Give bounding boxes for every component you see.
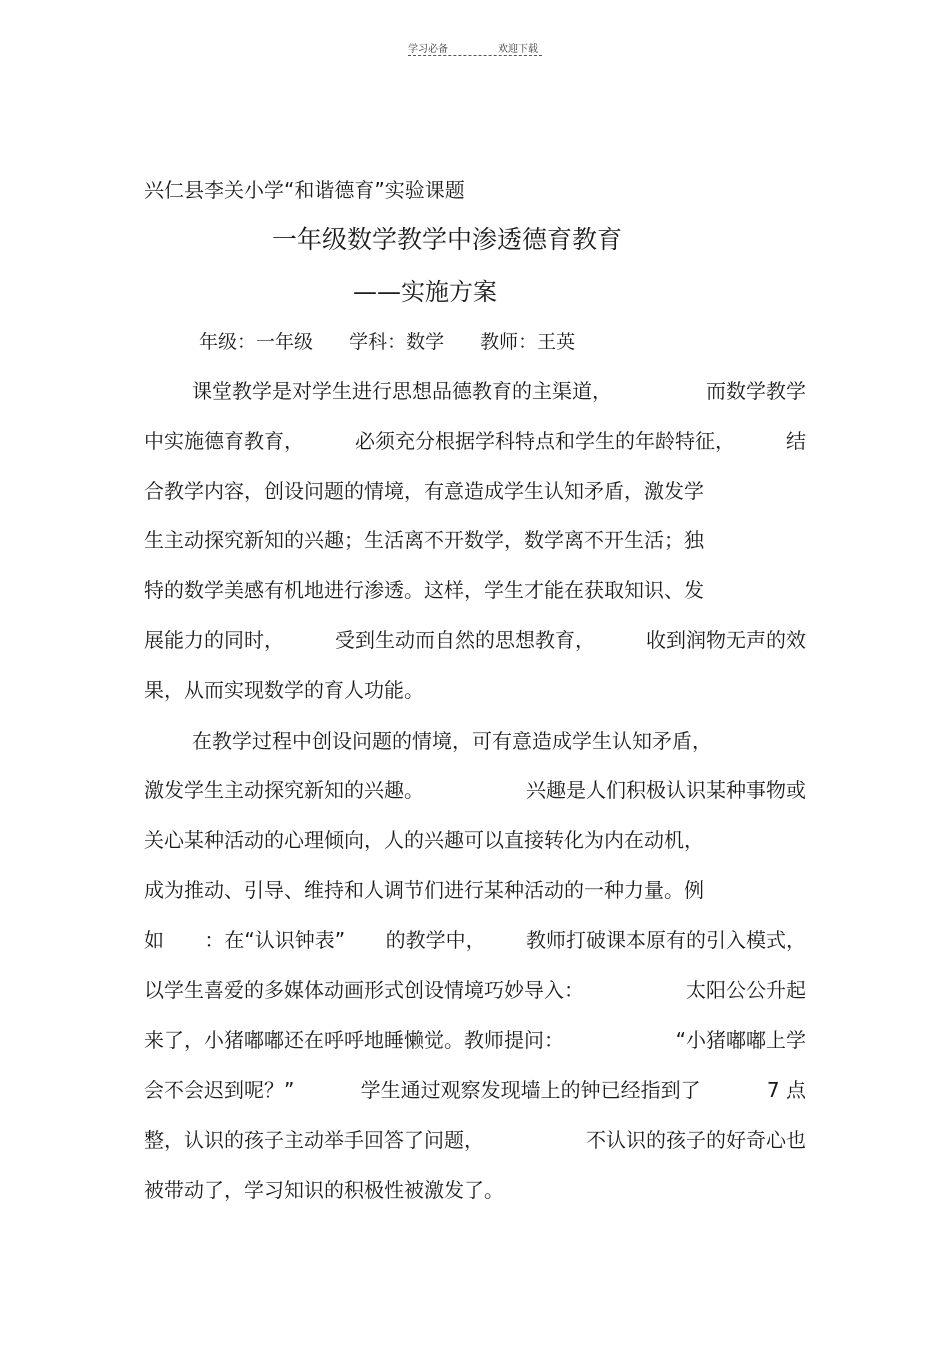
paragraph-line xyxy=(144,1126,806,1154)
paragraph-line xyxy=(192,377,806,405)
paragraph-line xyxy=(144,1026,806,1054)
text-segment: 收到润物无声的效 xyxy=(646,628,806,652)
text-segment: 受到生动而自然的思想教育， xyxy=(335,628,595,652)
text-segment: 来了，小猪嘟嘟还在呼呼地睡懒觉。教师提问： xyxy=(144,1028,564,1052)
text-segment: ：在“认识钟表” xyxy=(204,928,346,952)
text-segment: 不认识的孩子的好奇心也 xyxy=(586,1128,806,1152)
document-title: 一年级数学教学中渗透德育教育 xyxy=(272,225,623,254)
paragraph-line xyxy=(144,1176,504,1204)
paragraph-line xyxy=(144,976,806,1004)
header-right: 欢迎下载 xyxy=(498,44,538,55)
project-name: 兴仁县李关小学“和谐德育”实验课题 xyxy=(144,178,465,202)
text-segment: 被带动了，学习知识的积极性被激发了。 xyxy=(144,1178,504,1202)
paragraph-line xyxy=(144,676,424,704)
text-segment: 中实施德育教育， xyxy=(144,429,304,453)
text-segment: 的教学中， xyxy=(385,928,486,952)
meta-row xyxy=(199,328,605,356)
text-segment: “小猪嘟嘟上学 xyxy=(675,1028,806,1052)
text-segment: 生主动探究新知的兴趣；生活离不开数学，数学离不开生活；独 xyxy=(144,528,704,552)
text-segment: 7 点 xyxy=(766,1078,806,1102)
text-segment: 结 xyxy=(786,429,806,453)
paragraph-line xyxy=(144,776,806,804)
text-segment: 课堂教学是对学生进行思想品德教育的主渠道， xyxy=(192,379,612,403)
text-segment: 兴趣是人们积极认识某种事物或 xyxy=(526,778,806,802)
paragraph-line xyxy=(144,876,704,904)
text-segment: 果，从而实现数学的育人功能。 xyxy=(144,678,424,702)
paragraph-line xyxy=(144,926,806,954)
paragraph-line xyxy=(144,477,704,505)
text-segment: 展能力的同时， xyxy=(144,628,284,652)
text-segment: 而数学教学 xyxy=(706,379,806,403)
meta-subject: 学科：数学 xyxy=(349,331,445,353)
meta-grade: 年级：一年级 xyxy=(199,331,314,353)
paragraph-line xyxy=(144,427,806,455)
paragraph-line xyxy=(144,576,704,604)
paragraph-line xyxy=(144,826,704,854)
text-segment: 以学生喜爱的多媒体动画形式创设情境巧妙导入： xyxy=(144,978,584,1002)
text-segment: 特的数学美感有机地进行渗透。这样，学生才能在获取知识、发 xyxy=(144,578,704,602)
paragraph-line xyxy=(144,626,806,654)
paragraph-line xyxy=(192,727,712,755)
text-segment: 学生通过观察发现墙上的钟已经指到了 xyxy=(360,1078,701,1102)
text-segment: 如 xyxy=(144,928,164,952)
text-segment: 在教学过程中创设问题的情境，可有意造成学生认知矛盾， xyxy=(192,729,712,753)
paragraph-line xyxy=(144,1076,806,1104)
text-segment: 会不会迟到呢？” xyxy=(144,1078,295,1102)
text-segment: 激发学生主动探究新知的兴趣。 xyxy=(144,778,424,802)
text-segment: 整，认识的孩子主动举手回答了问题， xyxy=(144,1128,484,1152)
text-segment: 必须充分根据学科特点和学生的年龄特征， xyxy=(355,429,735,453)
text-segment: 成为推动、引导、维持和人调节们进行某种活动的一种力量。例 xyxy=(144,878,704,902)
text-segment: 关心某种活动的心理倾向，人的兴趣可以直接转化为内在动机， xyxy=(144,828,704,852)
header-divider xyxy=(408,55,542,56)
text-segment: 教师打破课本原有的引入模式， xyxy=(526,928,806,952)
meta-teacher: 教师：王英 xyxy=(480,331,576,353)
text-segment: 合教学内容，创设问题的情境，有意造成学生认知矛盾，激发学 xyxy=(144,479,704,503)
document-subtitle: ——实施方案 xyxy=(353,278,497,306)
paragraph-line xyxy=(144,526,704,554)
text-segment: 太阳公公升起 xyxy=(686,978,806,1002)
header-left: 学习必备 xyxy=(408,44,448,55)
